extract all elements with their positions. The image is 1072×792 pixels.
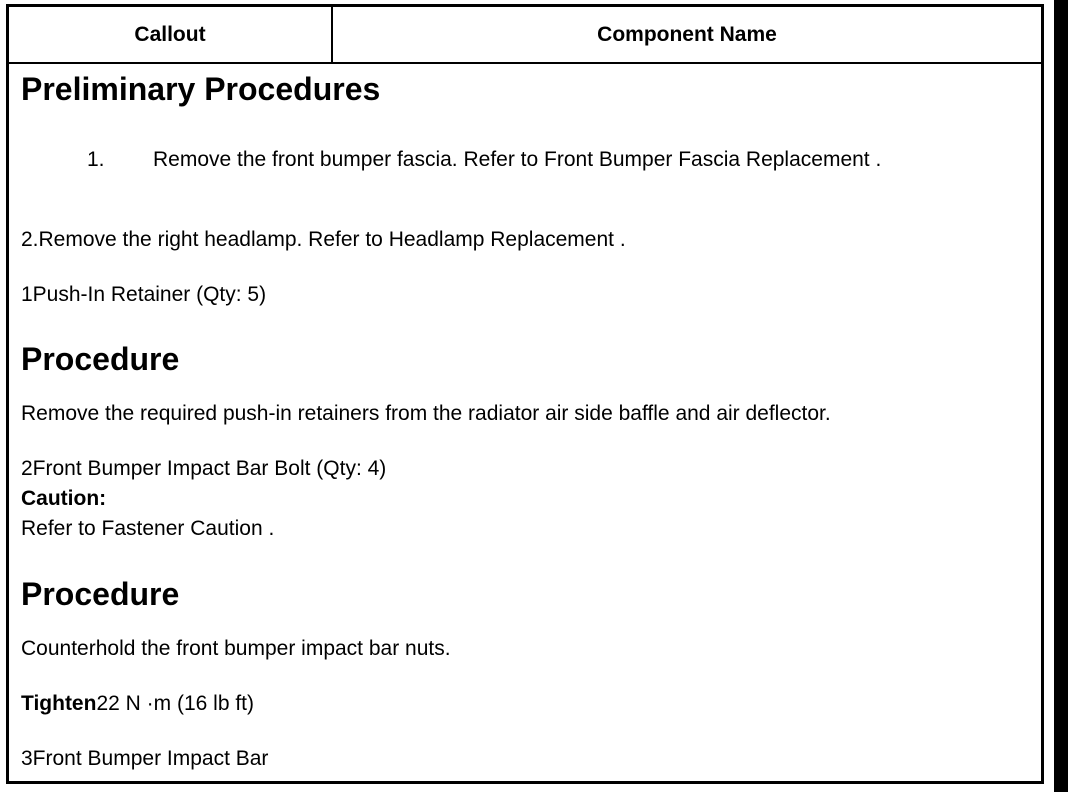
tighten-spec — [21, 692, 254, 716]
right-edge-bar — [1054, 0, 1068, 792]
callout-item-2: 2Front Bumper Impact Bar Bolt (Qty: 4) — [21, 457, 387, 480]
caution-label-text: Caution: — [21, 487, 107, 510]
procedure-heading-1 — [21, 341, 179, 378]
callout-item-1: 1Push-In Retainer (Qty: 5) — [21, 283, 267, 306]
caution-text: Refer to Fastener Caution . — [21, 517, 275, 540]
section-title: Procedure — [21, 576, 180, 612]
step-number: 1. — [87, 148, 105, 171]
procedure-1-text: Remove the required push-in retainers from the radiator air side baffle and air deflector. — [21, 402, 831, 425]
caution-label — [21, 487, 106, 511]
table-header — [9, 7, 1041, 64]
header-component-name: Component Name — [597, 22, 777, 46]
header-callout: Callout — [9, 7, 333, 62]
procedure-heading-2 — [21, 576, 179, 613]
preliminary-procedures-heading — [21, 71, 380, 108]
section-title: Procedure — [21, 341, 180, 377]
step-text: Remove the front bumper fascia. Refer to Front Bumper Fascia Replacement . — [153, 148, 882, 171]
prelim-step-2: 2.Remove the right headlamp. Refer to Headlamp Replacement . — [21, 228, 626, 251]
procedure-2-text: Counterhold the front bumper impact bar nuts. — [21, 637, 451, 660]
tighten-value: 22 N ·m (16 lb ft) — [96, 692, 254, 715]
section-title: Preliminary Procedures — [21, 71, 381, 107]
callout-item-3: 3Front Bumper Impact Bar — [21, 747, 269, 770]
tighten-label: Tighten — [21, 692, 97, 715]
prelim-step-1 — [87, 148, 881, 172]
procedure-table — [6, 4, 1044, 784]
